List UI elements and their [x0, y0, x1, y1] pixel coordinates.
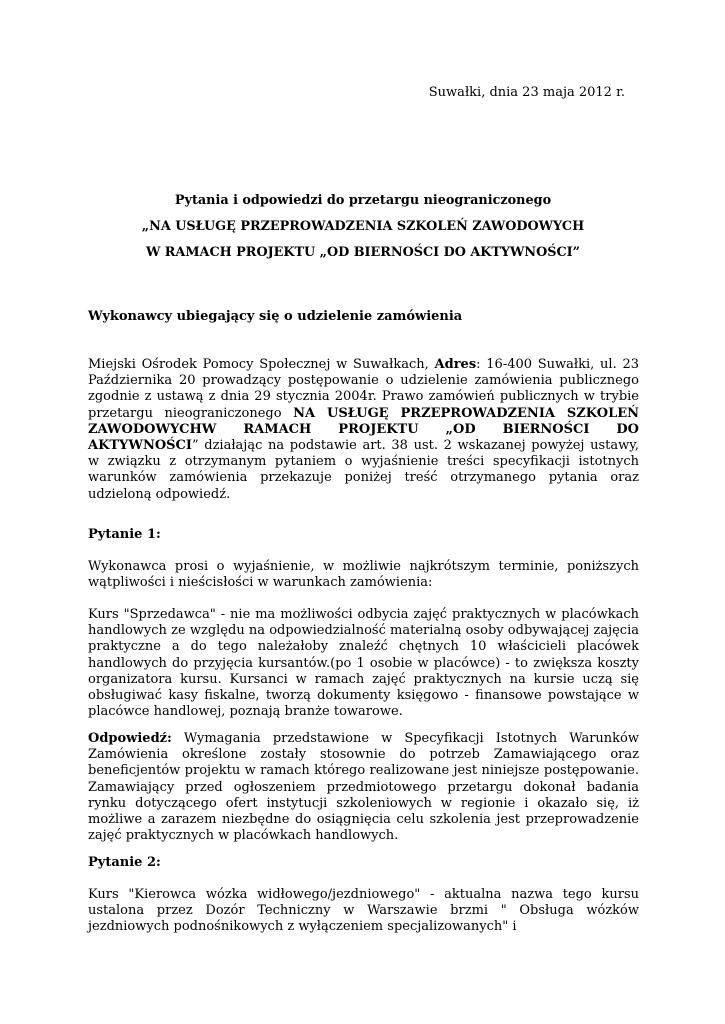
intro-text-3: ” działając na podstawie art. 38 ust. 2 wskazanej powyżej ustawy, w związku z otrzymanym pytaniem o wyjaśnienie treści specyfikacji istotnych warunków zamówienia przekazuje poniżej treść otrzymanego pytania oraz udzieloną odpowiedź.: [88, 438, 639, 502]
answer-1-paragraph: [88, 731, 639, 844]
intro-text-1: Miejski Ośrodek Pomocy Społecznej w Suwałkach,: [88, 357, 435, 372]
address-label: Adres: [434, 357, 477, 372]
intro-paragraph: [88, 357, 639, 503]
question-1-paragraph-1: Wykonawca prosi o wyjaśnienie, w możliwie najkrótszym terminie, poniższych wątpliwości i nieścisłości w warunkach zamówienia:: [88, 559, 639, 591]
date-line: Suwałki, dnia 23 maja 2012 r.: [428, 85, 625, 100]
title-line-1: Pytania i odpowiedzi do przetargu nieograniczonego: [174, 193, 552, 208]
question-1-paragraph-2: Kurs "Sprzedawca" - nie ma możliwości odbycia zajęć praktycznych w placówkach handlowych ze względu na odpowiedzialność materialną osoby odbywającej zajęcia praktyczne a do tego należałoby znaleźć chętnych 10 właścicieli placówek handlowych do przyjęcia kursantów.(po 1 osobie w placówce) - to zwiększa koszty organizatora kursu. Kursanci w ramach zajęć praktycznych na kursie uczą się obsługiwać kasy fiskalne, tworzą dokumenty księgowo - finansowe powstające w placówce handlowej, poznają branże towarowe.: [88, 607, 639, 720]
intro-bold-title: NA USŁUGĘ PRZEPROWADZENIA SZKOLEŃ ZAWODOWYCHW RAMACH PROJEKTU „OD BIERNOŚCI DO AKTYWNOŚCI: [88, 405, 640, 454]
intro-text-2: : 16-400 Suwałki, ul. 23 Października 20 prowadzący postępowanie o udzielenie zamówienia publicznego zgodnie z ustawą z dnia 29 stycznia 2004r. Prawo zamówień publicznych w trybie przetargu nieograniczonego: [88, 357, 639, 421]
recipients-heading: Wykonawcy ubiegający się o udzielenie zamówienia: [88, 309, 463, 324]
title-line-3: W RAMACH PROJEKTU „OD BIERNOŚCI DO AKTYWNOŚCI”: [145, 245, 581, 260]
answer-1-text: Wymagania przedstawione w Specyfikacji Istotnych Warunków Zamówienia określone zostały stosownie do potrzeb Zamawiającego oraz beneficjentów projektu w ramach którego realizowane jest niniejsze postępowanie. Zamawiający przed ogłoszeniem przedmiotowego przetargu dokonał badania rynku dotyczącego ofert instytucji szkoleniowych w regionie i okazało się, iż możliwe a zarazem niezbędne do osiągnięcia celu szkolenia jest przeprowadzenie zajęć praktycznych w placówkach handlowych.: [88, 731, 639, 844]
title-line-2: „NA USŁUGĘ PRZEPROWADZENIA SZKOLEŃ ZAWODOWYCH: [141, 219, 585, 234]
question-2-heading: Pytanie 2:: [88, 855, 161, 870]
answer-label: Odpowiedź:: [88, 731, 172, 746]
question-2-paragraph-1: Kurs "Kierowca wózka widłowego/jezdniowego" - aktualna nazwa tego kursu ustalona przez Dozór Techniczny w Warszawie brzmi " Obsługa wózków jezdniowych podnośnikowych z wyłączeniem specjalizowanych" i: [88, 887, 639, 935]
question-1-heading: Pytanie 1:: [88, 527, 161, 542]
document-title: [88, 188, 638, 266]
